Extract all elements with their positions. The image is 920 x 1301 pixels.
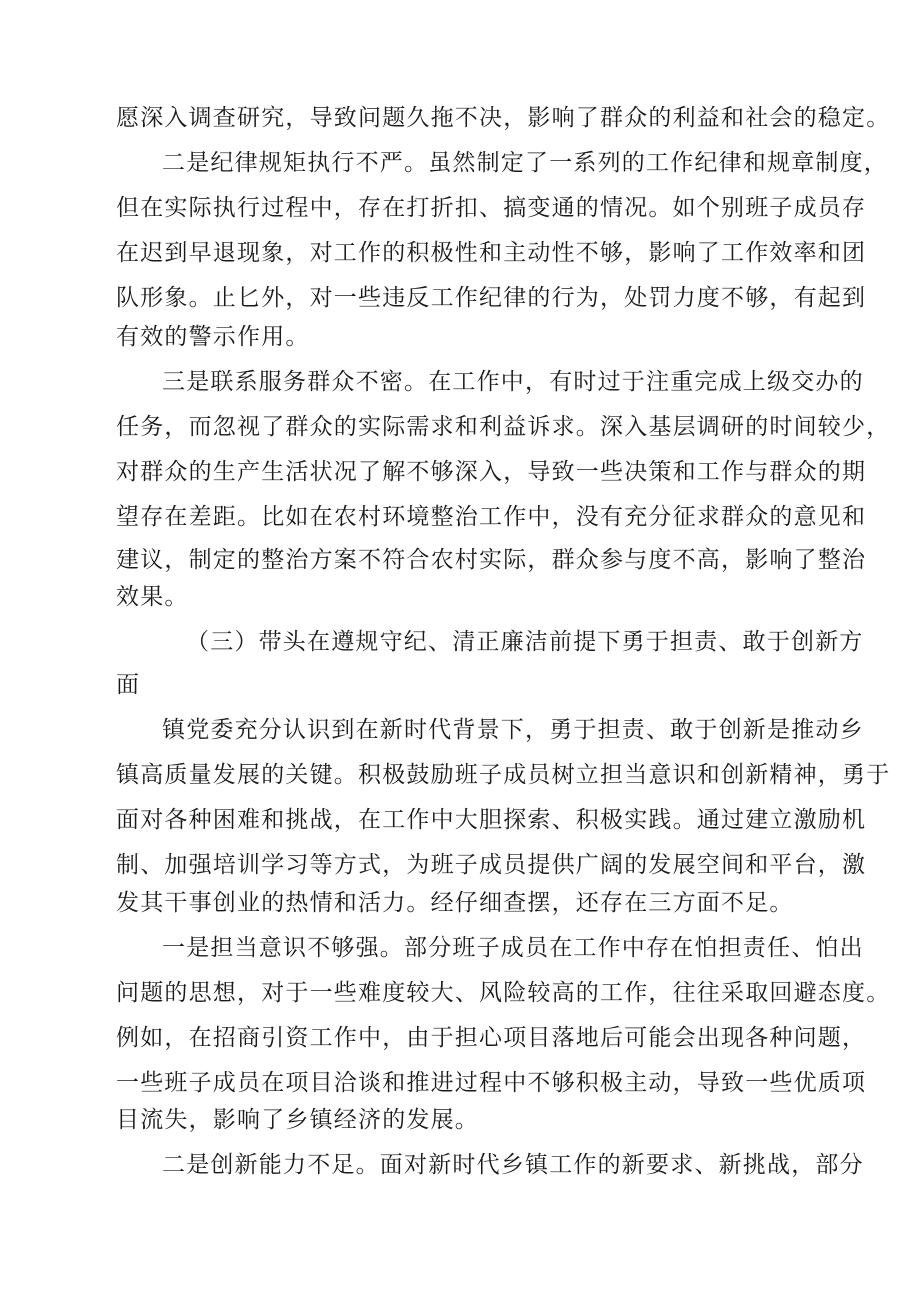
text-line: 发其干事创业的热情和活力。经仔细查摆，还存在三方面不足。 [116,890,794,916]
text-line: 镇党委充分认识到在新时代背景下，勇于担责、敢于创新是推动乡 [162,717,864,743]
text-line: 效果。 [116,584,189,610]
text-line: 一些班子成员在项目洽谈和推进过程中不够积极主动，导致一些优质项 [116,1070,867,1096]
text-line: 三是联系服务群众不密。在工作中，有时过于注重完成上级交办的 [162,369,864,395]
text-line: 建议，制定的整治方案不符合农村实际，群众参与度不高，影响了整治 [116,547,867,573]
text-line: 有效的警示作用。 [116,324,310,350]
text-line: 制、加强培训学习等方式，为班子成员提供广阔的发展空间和平台，激 [116,852,867,878]
section-heading-continued: 面 [116,672,141,698]
text-line: 队形象。止匕外，对一些违反工作纪律的行为，处罚力度不够，有起到 [116,285,867,311]
text-line: 一是担当意识不够强。部分班子成员在工作中存在怕担责任、怕出 [162,935,864,961]
text-line: 二是纪律规矩执行不严。虽然制定了一系列的工作纪律和规章制度， [162,150,888,176]
text-line: 问题的思想，对于一些难度较大、风险较高的工作，往往采取回避态度。 [116,980,891,1006]
text-line: 在迟到早退现象，对工作的积极性和主动性不够，影响了工作效率和团 [116,240,867,266]
text-line: 愿深入调查研究，导致问题久拖不决，影响了群众的利益和社会的稳定。 [116,105,891,131]
text-line: 任务，而忽视了群众的实际需求和利益诉求。深入基层调研的时间较少， [116,414,891,440]
section-heading: （三）带头在遵规守纪、清正廉洁前提下勇于担责、敢于创新方 [186,629,864,655]
text-line: 对群众的生产生活状况了解不够深入，导致一些决策和工作与群众的期 [116,459,867,485]
text-line: 二是创新能力不足。面对新时代乡镇工作的新要求、新挑战，部分 [162,1152,864,1178]
text-line: 面对各种困难和挑战，在工作中大胆探索、积极实践。通过建立激励机 [116,807,867,833]
text-line: 镇高质量发展的关键。积极鼓励班子成员树立担当意识和创新精神，勇于 [116,762,891,788]
text-line: 望存在差距。比如在农村环境整治工作中，没有充分征求群众的意见和 [116,504,867,530]
text-line: 目流失，影响了乡镇经济的发展。 [116,1107,479,1133]
text-line: 例如，在招商引资工作中，由于担心项目落地后可能会出现各种问题， [116,1025,867,1051]
text-line: 但在实际执行过程中，存在打折扣、搞变通的情况。如个别班子成员存 [116,195,867,221]
